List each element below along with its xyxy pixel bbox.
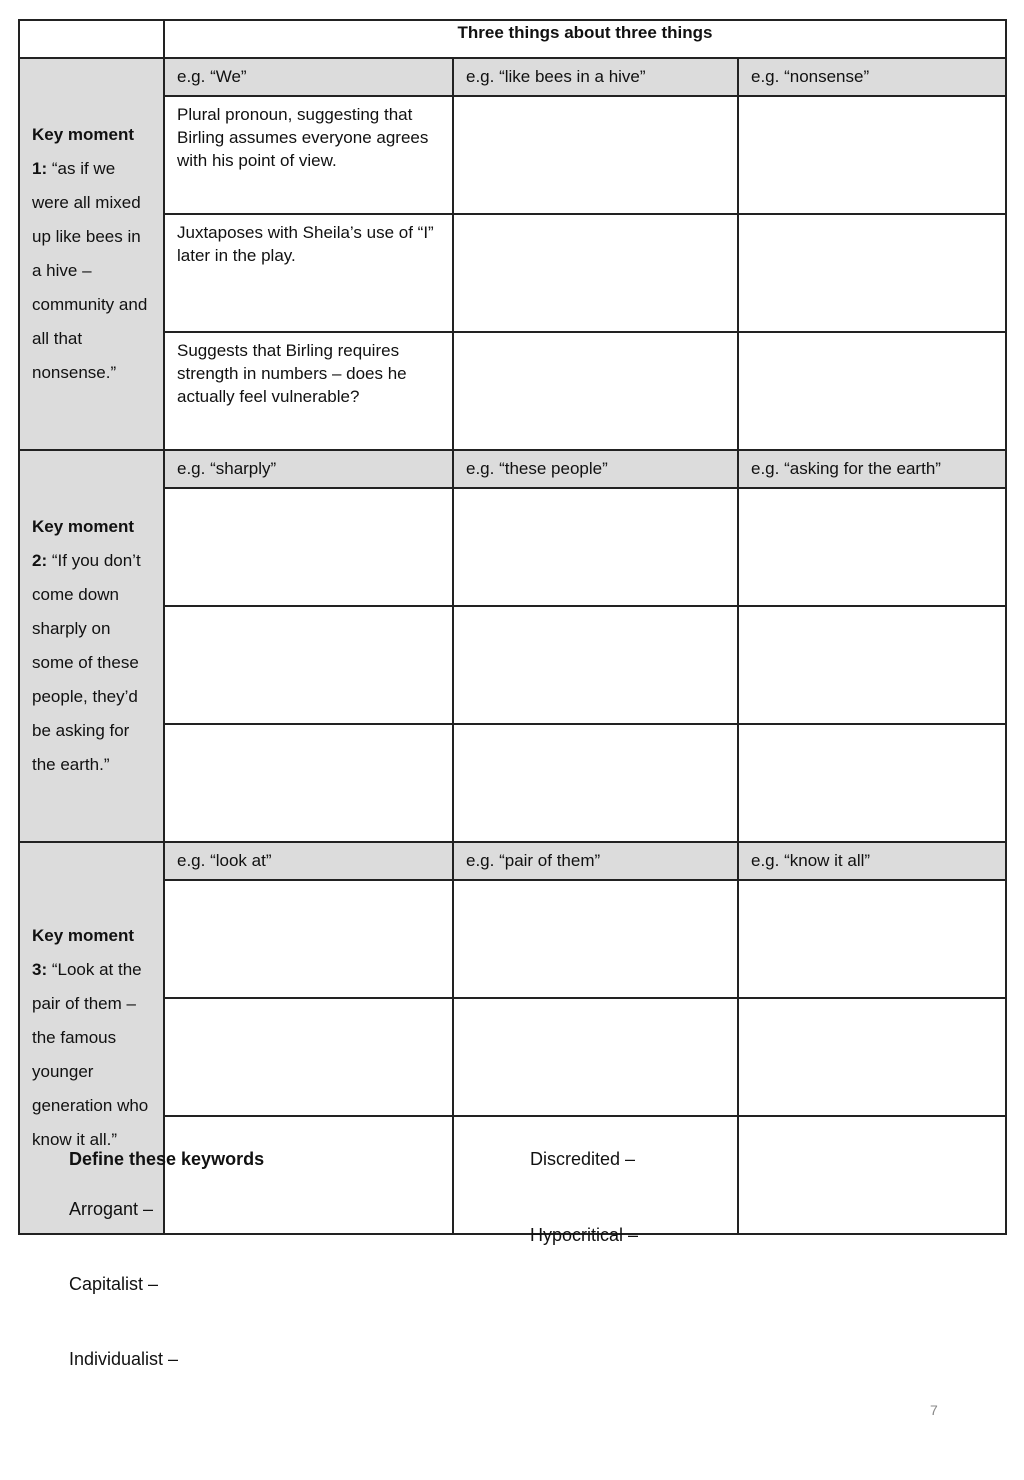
keyword-capitalist: Capitalist –: [69, 1274, 159, 1294]
table-row: [19, 1116, 1006, 1234]
analysis-cell[interactable]: [164, 998, 453, 1116]
analysis-cell[interactable]: [453, 998, 738, 1116]
analysis-cell[interactable]: Juxtaposes with Sheila’s use of “I” later in the play.: [164, 214, 453, 332]
keyword-arrogant: Arrogant –: [69, 1199, 154, 1219]
key-moment-3-label: Key moment 3:: [32, 926, 135, 979]
example-row-1: [19, 58, 1006, 96]
example-cell: e.g. “nonsense”: [738, 58, 1006, 96]
table-header-row: [19, 20, 1006, 58]
analysis-cell[interactable]: [453, 488, 738, 606]
key-moment-1-label: Key moment 1:: [32, 125, 135, 178]
table-row: [19, 332, 1006, 450]
table-row: [19, 606, 1006, 724]
keyword-hypocritical: Hypocritical –: [530, 1225, 639, 1245]
analysis-cell[interactable]: [453, 1116, 738, 1234]
header-empty-cell: [19, 20, 164, 58]
table-row: [19, 998, 1006, 1116]
key-moment-3-quote: “Look at the pair of them – the famous younger generation who know it all.”: [32, 960, 149, 1149]
analysis-cell[interactable]: [453, 96, 738, 214]
analysis-cell[interactable]: [453, 214, 738, 332]
analysis-cell[interactable]: [164, 724, 453, 842]
table-row: [19, 724, 1006, 842]
analysis-cell[interactable]: [738, 96, 1006, 214]
page-number: 7: [930, 1402, 938, 1418]
keyword-discredited: Discredited –: [530, 1149, 636, 1169]
table-header: Three things about three things: [164, 20, 1006, 58]
example-row-2: [19, 450, 1006, 488]
example-row-3: [19, 842, 1006, 880]
key-moment-2-label: Key moment 2:: [32, 517, 135, 570]
analysis-cell[interactable]: [738, 214, 1006, 332]
analysis-cell[interactable]: [453, 606, 738, 724]
analysis-cell[interactable]: Suggests that Birling requires strength in numbers – does he actually feel vulnerable?: [164, 332, 453, 450]
keywords-title: Define these keywords: [69, 1149, 265, 1169]
analysis-cell[interactable]: [738, 606, 1006, 724]
example-cell: e.g. “like bees in a hive”: [453, 58, 738, 96]
table-row: [19, 96, 1006, 214]
key-moment-1-quote: “as if we were all mixed up like bees in a hive – community and all that nonsense.”: [32, 159, 148, 382]
example-cell: e.g. “look at”: [164, 842, 453, 880]
key-moment-1: [19, 58, 164, 450]
example-cell: e.g. “know it all”: [738, 842, 1006, 880]
analysis-cell[interactable]: [453, 724, 738, 842]
key-moment-2-quote: “If you don’t come down sharply on some of these people, they’d be asking for the earth.”: [32, 551, 141, 774]
analysis-table: [18, 19, 1007, 1235]
analysis-cell[interactable]: [738, 880, 1006, 998]
table-row: [19, 214, 1006, 332]
key-moment-3: [19, 842, 164, 1234]
analysis-cell[interactable]: [453, 332, 738, 450]
keyword-individualist: Individualist –: [69, 1349, 179, 1369]
analysis-cell[interactable]: Plural pronoun, suggesting that Birling assumes everyone agrees with his point of view.: [164, 96, 453, 214]
analysis-cell[interactable]: [164, 880, 453, 998]
analysis-cell[interactable]: [738, 488, 1006, 606]
analysis-cell[interactable]: [164, 1116, 453, 1234]
analysis-cell[interactable]: [738, 1116, 1006, 1234]
key-moment-2: [19, 450, 164, 842]
analysis-cell[interactable]: [738, 724, 1006, 842]
analysis-cell[interactable]: [738, 332, 1006, 450]
table-row: [19, 488, 1006, 606]
example-cell: e.g. “pair of them”: [453, 842, 738, 880]
example-cell: e.g. “sharply”: [164, 450, 453, 488]
analysis-cell[interactable]: [738, 998, 1006, 1116]
example-cell: e.g. “asking for the earth”: [738, 450, 1006, 488]
analysis-cell[interactable]: [164, 488, 453, 606]
analysis-cell[interactable]: [453, 880, 738, 998]
example-cell: e.g. “these people”: [453, 450, 738, 488]
analysis-cell[interactable]: [164, 606, 453, 724]
example-cell: e.g. “We”: [164, 58, 453, 96]
table-row: [19, 880, 1006, 998]
